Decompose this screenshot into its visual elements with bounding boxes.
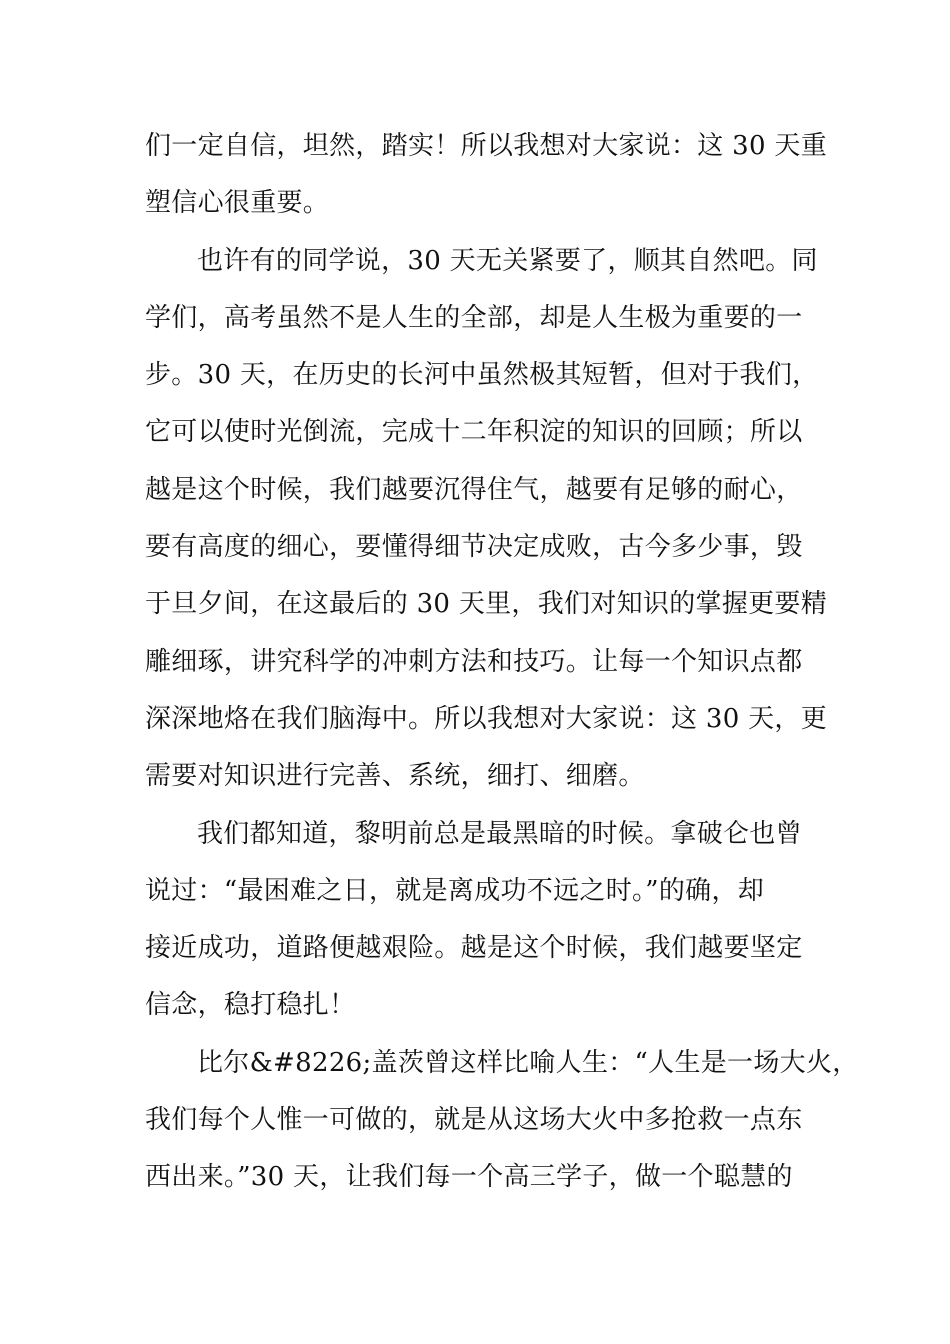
text-line: 于旦夕间，在这最后的 30 天里，我们对知识的掌握更要精 <box>145 589 828 620</box>
text-line: 说过：“最困难之日，就是离成功不远之时。”的确，却 <box>145 875 765 906</box>
text-line: 塑信心很重要。 <box>145 188 330 219</box>
text-line: 我们每个人惟一可做的，就是从这场大火中多抢救一点东 <box>145 1105 803 1136</box>
paragraph-start-line: 比尔&#8226;盖茨曾这样比喻人生：“人生是一场大火， <box>197 1047 859 1078</box>
text-line: 学们，高考虽然不是人生的全部，却是人生极为重要的一 <box>145 302 803 333</box>
text-line: 要有高度的细心，要懂得细节决定成败，古今多少事，毁 <box>145 532 803 563</box>
text-line: 需要对知识进行完善、系统，细打、细磨。 <box>145 761 645 792</box>
text-line: 们一定自信，坦然，踏实！所以我想对大家说：这 30 天重 <box>145 131 828 161</box>
paragraph-start-line: 我们都知道，黎明前总是最黑暗的时候。拿破仑也曾 <box>197 818 802 849</box>
text-line: 深深地烙在我们脑海中。所以我想对大家说：这 30 天，更 <box>145 703 828 734</box>
text-line: 接近成功，道路便越艰险。越是这个时候，我们越要坚定 <box>145 933 803 964</box>
text-line: 它可以使时光倒流，完成十二年积淀的知识的回顾；所以 <box>145 417 803 448</box>
text-line: 信念，稳打稳扎！ <box>145 990 356 1021</box>
text-line: 步。30 天，在历史的长河中虽然极其短暂，但对于我们， <box>145 360 819 391</box>
text-line: 雕细琢，讲究科学的冲刺方法和技巧。让每一个知识点都 <box>145 646 803 677</box>
text-line: 越是这个时候，我们越要沉得住气，越要有足够的耐心， <box>145 474 803 505</box>
document-body <box>145 118 859 1207</box>
text-line: 西出来。”30 天，让我们每一个高三学子，做一个聪慧的 <box>145 1162 793 1193</box>
paragraph-start-line: 也许有的同学说，30 天无关紧要了，顺其自然吧。同 <box>197 245 818 276</box>
